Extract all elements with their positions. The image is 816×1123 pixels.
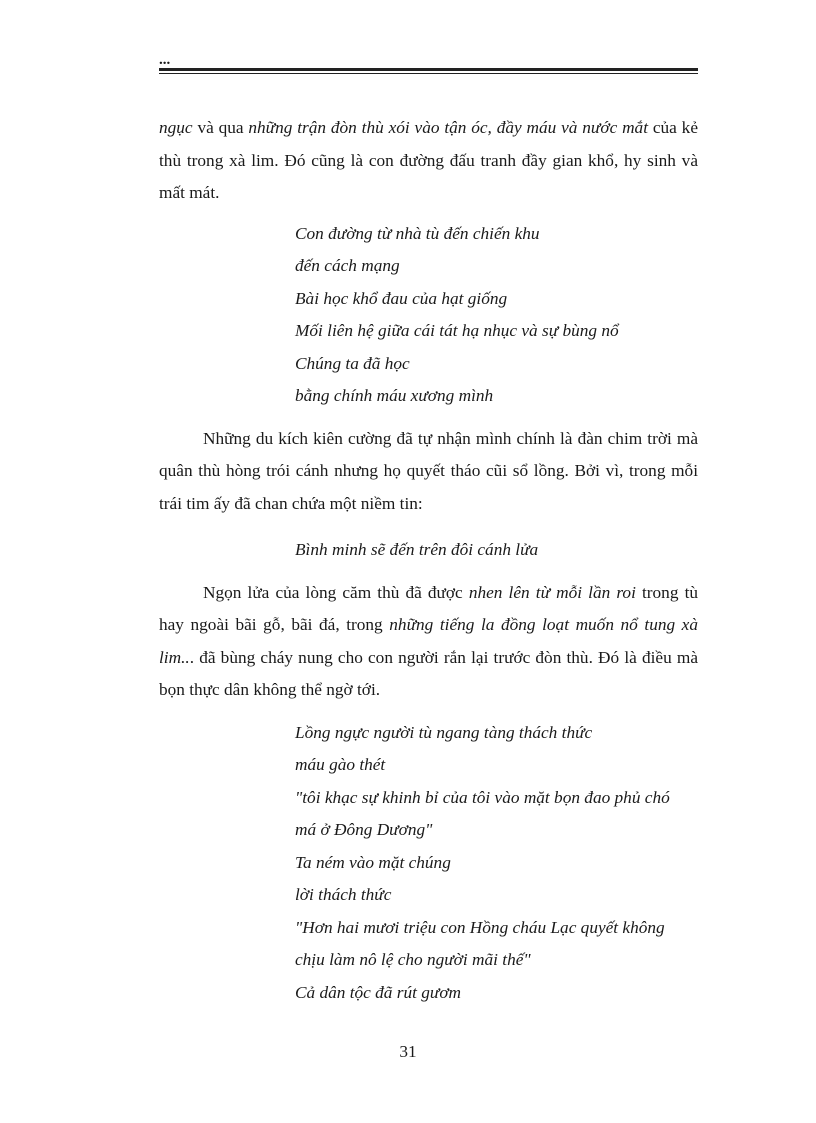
paragraph-3-text-1: Ngọn lửa của lòng căm thù đã được (203, 582, 469, 602)
paragraph-1-text-1: và qua (192, 118, 249, 137)
header-rule-thin (159, 73, 698, 74)
poem-1-line: Chúng ta đã học (295, 353, 410, 373)
poem-1-line: Bài học khổ đau của hạt giống (295, 288, 508, 308)
poem-3-line: má ở Đông Dương" (295, 820, 433, 839)
paragraph-3-italic-1: nhen lên từ mỗi lần roi (468, 582, 636, 602)
poem-3 (159, 717, 698, 1010)
poem-1-line: Con đường từ nhà tù đến chiến khu (295, 223, 540, 243)
paragraph-1-text-2: của kẻ thù trong xà lim. Đó cũng là con đường đấu tranh đầy gian khổ, hy sinh và mất mát. (159, 118, 698, 202)
poem-3-line: "tôi khạc sự khinh bỉ của tôi vào mặt bọn đao phủ chó (295, 787, 670, 807)
poem-3-line: Ta ném vào mặt chúng (295, 852, 451, 872)
page-body (159, 112, 698, 1009)
paragraph-1 (159, 112, 698, 210)
paragraph-2: Những du kích kiên cường đã tự nhận mình chính là đàn chim trời mà quân thù hòng trói cánh nhưng họ quyết tháo cũi sổ lồng. Bởi vì, trong mỗi trái tim ấy đã chan chứa một niềm tin: (159, 428, 698, 513)
poem-3-line: chịu làm nô lệ cho người mãi thế" (295, 950, 531, 969)
poem-1-line: bằng chính máu xương mình (295, 386, 494, 405)
poem-3-line: lời thách thức (295, 885, 392, 904)
poem-1 (159, 218, 698, 413)
page-number: 31 (399, 1042, 417, 1061)
header-rule (159, 68, 698, 71)
poem-3-line: máu gào thét (295, 755, 386, 774)
paragraph-3-italic-2: những tiếng la đồng loạt muốn nổ tung xà lim.. (159, 615, 698, 667)
paragraph-1-italic-1: ngục (159, 118, 193, 137)
poem-1-line: Mối liên hệ giữa cái tát hạ nhục và sự bùng nổ (295, 321, 619, 340)
poem-3-line: "Hơn hai mươi triệu con Hồng cháu Lạc quyết không (295, 917, 665, 937)
header-ellipsis: ... (159, 52, 171, 68)
paragraph-3-text-2: trong tù hay ngoài bãi gỗ, bãi đá, trong (159, 582, 699, 634)
poem-3-line: Lồng ngực người tù ngang tàng thách thức (295, 722, 593, 742)
poem-3-line: Cả dân tộc đã rút gươm (295, 982, 462, 1002)
paragraph-1-italic-2: những trận đòn thù xói vào tận óc, đầy máu và nước mắt (248, 118, 649, 137)
paragraph-3-text-3: . đã bùng cháy nung cho con người rắn lại trước đòn thù. Đó là điều mà bọn thực dân không thể ngờ tới. (159, 647, 698, 699)
poem-2-line: Bình minh sẽ đến trên đôi cánh lửa (295, 540, 539, 559)
paragraph-3 (159, 577, 698, 707)
poem-1-line: đến cách mạng (295, 256, 400, 275)
